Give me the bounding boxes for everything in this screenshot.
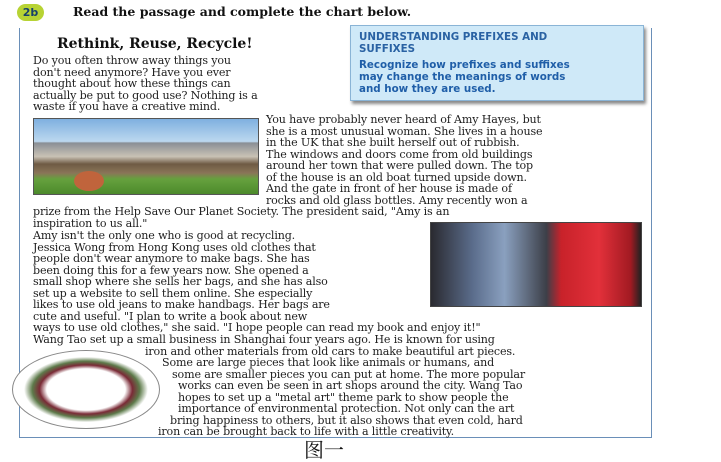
text-line: around her town that were pulled down. The top [266, 159, 533, 172]
exercise-instruction: Read the passage and complete the chart below. [73, 4, 412, 19]
text-line: she is a most unusual woman. She lives in a house [266, 124, 543, 138]
text-line: some are smaller pieces you can put at home. The more popular [172, 367, 526, 381]
text-line: cute and useful. "I plan to write a book about new [33, 309, 308, 323]
article-title: Rethink, Reuse, Recycle! [57, 36, 253, 52]
text-line: importance of environmental protection. Not only can the art [178, 402, 515, 415]
text-line: iron and other materials from old cars to make beautiful art pieces. [145, 344, 516, 358]
text-line: in the UK that she built herself out of rubbish. [266, 136, 520, 149]
text-line: thought about how these things can [33, 77, 231, 90]
text-line: Some are large pieces that look like animals or humans, and [162, 356, 495, 369]
text-line: small shop where she sells her bags, and she has also [33, 275, 328, 288]
intro-paragraph [33, 55, 258, 113]
text-line: been doing this for a few years now. She opened a [33, 263, 309, 277]
text-line: Jessica Wong from Hong Kong uses old clothes that [33, 240, 316, 254]
tip-heading: UNDERSTANDING PREFIXES AND [359, 31, 548, 43]
text-line: don't need anymore? Have you ever [33, 65, 231, 79]
text-line: hopes to set up a "metal art" theme park to show people the [178, 390, 509, 404]
text-line: bring happiness to others, but it also shows that even cold, hard [170, 413, 523, 427]
figure-caption: 图一 [304, 438, 344, 462]
amy-paragraph-end [33, 206, 449, 229]
text-line: of the house is an old boat turned upside down. [266, 170, 527, 184]
text-line: actually be put to good use? Nothing is a [33, 88, 258, 102]
text-line: rocks and old glass bottles. Amy recently won a [266, 193, 528, 207]
text-line: likes to use old jeans to make handbags. Her bags are [33, 298, 330, 311]
text-line: ways to use old clothes," she said. "I hope people can read my book and enjoy it!" [33, 321, 481, 334]
text-line: waste if you have a creative mind. [33, 100, 221, 113]
text-line: prize from the Help Save Our Planet Society. The president said, "Amy is an [33, 205, 450, 218]
tip-text: Recognize how prefixes and suffixes [359, 58, 570, 71]
text-line: Amy isn't the only one who is good at recycling. [33, 229, 296, 242]
tip-heading: SUFFIXES [359, 43, 416, 56]
tip-box [350, 25, 644, 101]
text-line: iron can be brought back to life with a little creativity. [158, 425, 455, 438]
text-line: Wang Tao set up a small business in Shanghai four years ago. He is known for using [33, 333, 495, 346]
text-line: The windows and doors come from old buildings [266, 147, 533, 161]
amy-paragraph [266, 114, 542, 206]
wang-paragraph [33, 334, 525, 438]
pot-shape [74, 171, 104, 191]
text-line: people don't wear anymore to make bags. She has [33, 252, 310, 265]
jessica-paragraph [33, 230, 480, 334]
text-line: And the gate in front of her house is made of [266, 182, 512, 195]
exercise-badge: 2b [17, 4, 44, 21]
text-line: You have probably never heard of Amy Hayes, but [266, 113, 541, 126]
text-line: Do you often throw away things you [33, 54, 231, 67]
text-line: inspiration to us all." [33, 216, 148, 230]
rubbish-house-photo [33, 118, 259, 195]
text-line: works can even be seen in art shops around the city. Wang Tao [178, 379, 523, 392]
tip-text: and how they are used. [359, 83, 496, 96]
tip-text: may change the meanings of words [359, 70, 566, 83]
text-line: set up a website to sell them online. She especially [33, 286, 313, 300]
